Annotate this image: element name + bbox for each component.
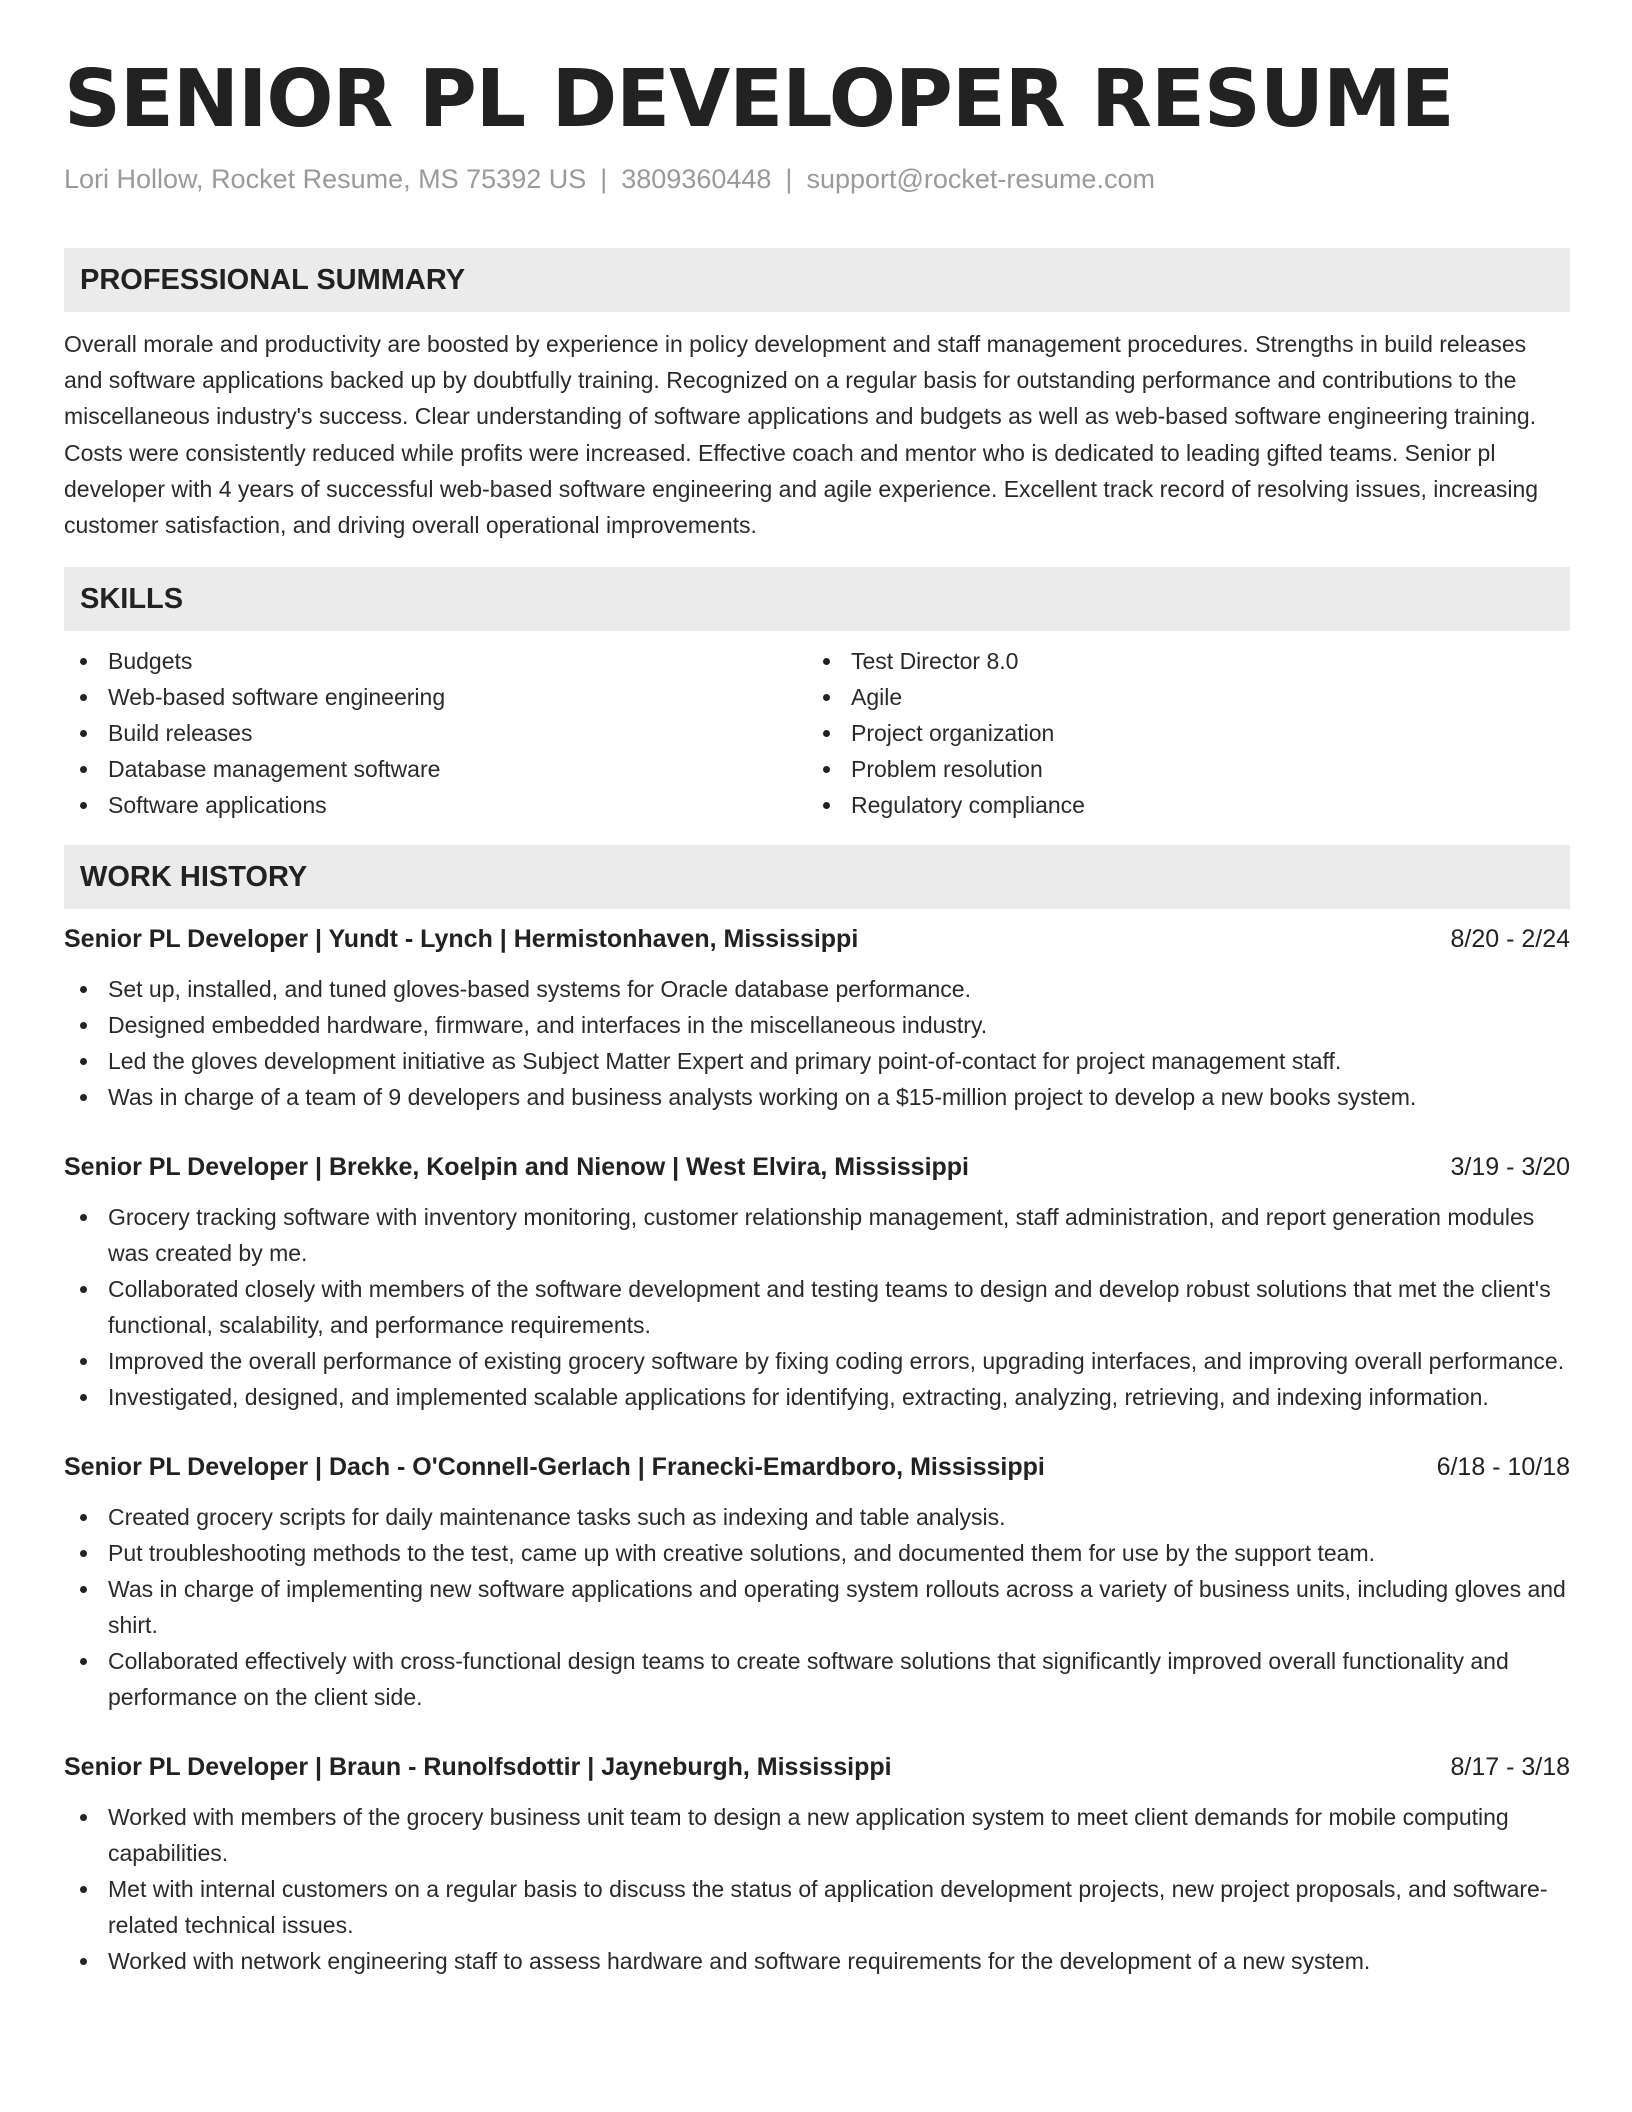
job-title: Senior PL Developer | Dach - O'Connell-Gerlach | Franecki-Emardboro, Mississippi — [64, 1453, 1045, 1482]
job-bullet: Put troubleshooting methods to the test, came up with creative solutions, and documented them for use by the support team. — [64, 1535, 1570, 1571]
job-bullet: Worked with members of the grocery business unit team to design a new application system to meet client demands for mobile computing capabilities. — [64, 1799, 1570, 1871]
job-bullets — [64, 1499, 1570, 1715]
job-title: Senior PL Developer | Braun - Runolfsdottir | Jayneburgh, Mississippi — [64, 1753, 892, 1782]
job-header — [64, 1749, 1570, 1785]
section-header-skills: SKILLS — [64, 567, 1570, 631]
job-header — [64, 1449, 1570, 1485]
job-dates: 3/19 - 3/20 — [1450, 1153, 1570, 1182]
job-entry — [64, 1749, 1570, 1979]
job-header — [64, 1149, 1570, 1185]
skill-item: Budgets — [64, 643, 807, 679]
skills-column-left — [64, 643, 807, 823]
job-bullet: Designed embedded hardware, firmware, and interfaces in the miscellaneous industry. — [64, 1007, 1570, 1043]
skill-item: Test Director 8.0 — [807, 643, 1550, 679]
job-bullet: Was in charge of implementing new software applications and operating system rollouts across a variety of business units, including gloves and shirt. — [64, 1571, 1570, 1643]
section-header-summary: PROFESSIONAL SUMMARY — [64, 248, 1570, 312]
contact-separator: | — [785, 164, 793, 194]
job-header — [64, 921, 1570, 957]
skill-item: Build releases — [64, 715, 807, 751]
skill-item: Software applications — [64, 787, 807, 823]
skill-item: Project organization — [807, 715, 1550, 751]
skill-item: Regulatory compliance — [807, 787, 1550, 823]
job-dates: 8/20 - 2/24 — [1450, 925, 1570, 954]
skills-list — [64, 643, 1570, 823]
job-bullet: Met with internal customers on a regular basis to discuss the status of application development projects, new project proposals, and software-related technical issues. — [64, 1871, 1570, 1943]
skill-item: Web-based software engineering — [64, 679, 807, 715]
job-entry — [64, 921, 1570, 1115]
skills-column-right — [807, 643, 1550, 823]
job-bullet: Set up, installed, and tuned gloves-based systems for Oracle database performance. — [64, 971, 1570, 1007]
job-entry — [64, 1449, 1570, 1715]
skill-item: Database management software — [64, 751, 807, 787]
contact-email: support@rocket-resume.com — [806, 164, 1155, 194]
section-header-work-history: WORK HISTORY — [64, 845, 1570, 909]
contact-address: Lori Hollow, Rocket Resume, MS 75392 US — [64, 164, 587, 194]
skill-item: Agile — [807, 679, 1550, 715]
skill-item: Problem resolution — [807, 751, 1550, 787]
job-bullet: Grocery tracking software with inventory monitoring, customer relationship management, staff administration, and report generation modules was created by me. — [64, 1199, 1570, 1271]
job-entry — [64, 1149, 1570, 1415]
job-bullet: Collaborated closely with members of the software development and testing teams to design and develop robust solutions that met the client's functional, scalability, and performance requirements. — [64, 1271, 1570, 1343]
job-bullets — [64, 971, 1570, 1115]
job-bullet: Collaborated effectively with cross-functional design teams to create software solutions that significantly improved overall functionality and performance on the client side. — [64, 1643, 1570, 1715]
job-dates: 6/18 - 10/18 — [1436, 1453, 1570, 1482]
contact-line — [64, 162, 1570, 196]
job-bullets — [64, 1199, 1570, 1415]
job-bullet: Led the gloves development initiative as Subject Matter Expert and primary point-of-contact for project management staff. — [64, 1043, 1570, 1079]
summary-text: Overall morale and productivity are boosted by experience in policy development and staff management procedures. Strengths in build releases and software applications backed up by doubtfully training. Recognized on a regular basis for outstanding performance and contributions to the miscellaneous industry's success. Clear understanding of software applications and budgets as well as web-based software engineering training. Costs were consistently reduced while profits were increased. Effective coach and mentor who is dedicated to leading gifted teams. Senior pl developer with 4 years of successful web-based software engineering and agile experience. Excellent track record of resolving issues, increasing customer satisfaction, and driving overall operational improvements. — [64, 331, 1539, 539]
job-bullet: Was in charge of a team of 9 developers and business analysts working on a $15-million project to develop a new books system. — [64, 1079, 1570, 1115]
job-bullet: Worked with network engineering staff to assess hardware and software requirements for the development of a new system. — [64, 1943, 1570, 1979]
job-bullet: Investigated, designed, and implemented scalable applications for identifying, extracting, analyzing, retrieving, and indexing information. — [64, 1379, 1570, 1415]
contact-separator: | — [600, 164, 608, 194]
resume-page — [64, 50, 1570, 1979]
job-bullet: Improved the overall performance of existing grocery software by fixing coding errors, upgrading interfaces, and improving overall performance. — [64, 1343, 1570, 1379]
job-dates: 8/17 - 3/18 — [1450, 1753, 1570, 1782]
job-title: Senior PL Developer | Yundt - Lynch | Hermistonhaven, Mississippi — [64, 925, 859, 954]
page-title: SENIOR PL DEVELOPER RESUME — [64, 53, 1454, 145]
job-bullet: Created grocery scripts for daily maintenance tasks such as indexing and table analysis. — [64, 1499, 1570, 1535]
job-title: Senior PL Developer | Brekke, Koelpin and Nienow | West Elvira, Mississippi — [64, 1153, 970, 1182]
job-bullets — [64, 1799, 1570, 1979]
contact-phone: 3809360448 — [621, 164, 772, 194]
